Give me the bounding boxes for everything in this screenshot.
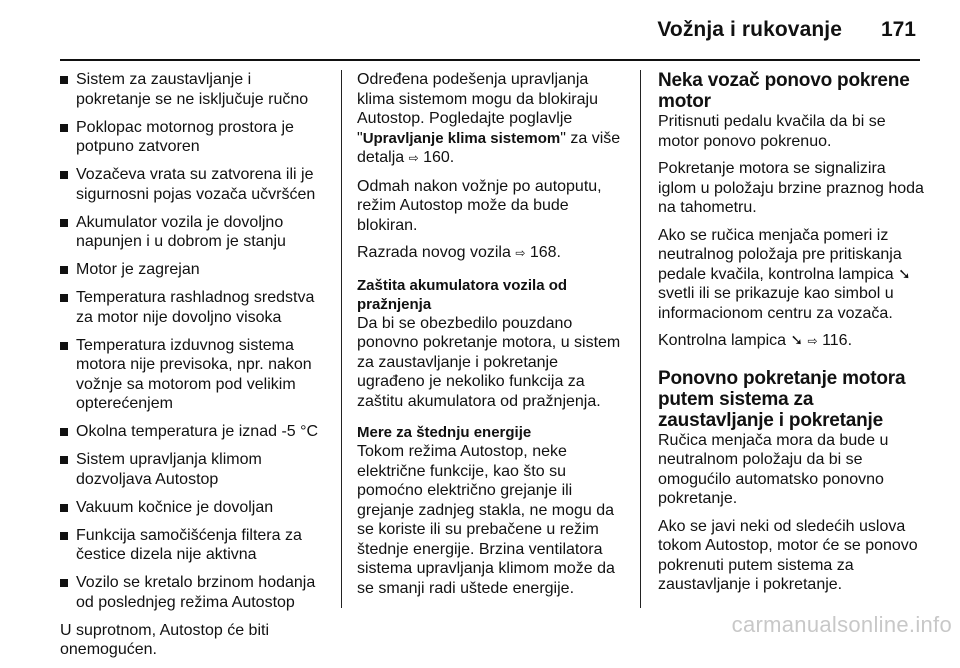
column-right bbox=[658, 70, 926, 603]
text-run: Određena podešenja upravljanja klima sistemom mogu da blokiraju Autostop. Pogledajte poglavlje " bbox=[357, 71, 598, 147]
paragraph bbox=[357, 243, 627, 264]
text-run: Razrada novog vozila bbox=[357, 244, 516, 261]
list-item: Funkcija samočišćenja filtera za čestice dizela nije aktivna bbox=[60, 526, 326, 565]
list-item: Temperatura izduvnog sistema motora nije previsoka, npr. nakon vožnje sa motorom pod velikim opterećenjem bbox=[60, 336, 326, 414]
paragraph: Da bi se obezbedilo pouzdano ponovno pokretanje motora, u sistem za zaustavljanje i pokretanje ugrađeno je nekoliko funkcija za zaštitu akumulatora od pražnjenja. bbox=[357, 314, 621, 410]
list-item: Sistem upravljanja klimom dozvoljava Autostop bbox=[60, 450, 326, 489]
page-reference-arrow-icon: ⇨ bbox=[408, 151, 419, 165]
page-reference-arrow-icon: ⇨ bbox=[807, 334, 818, 348]
column-middle bbox=[357, 70, 627, 606]
column-divider bbox=[640, 70, 641, 608]
page-number: 171 bbox=[880, 18, 916, 41]
page-reference[interactable]: 160. bbox=[423, 149, 455, 166]
paragraph bbox=[658, 226, 926, 324]
chapter-link[interactable]: Upravljanje klima sistemom bbox=[362, 129, 561, 147]
paragraph: Odmah nakon vožnje po autoputu, režim Autostop može da bude blokiran. bbox=[357, 177, 602, 234]
paragraph: Ručica menjača mora da bude u neutralnom položaju da bi se omogućilo automatsko ponovno pokretanje. bbox=[658, 431, 889, 507]
subheading: Mere za štednju energije bbox=[357, 424, 532, 441]
text-run: Kontrolna lampica bbox=[658, 332, 791, 349]
paragraph: Tokom režima Autostop, neke električne funkcije, kao što su pomoćno električno grejanje ili grejanje zadnjeg stakla, ne mogu da se koriste ili su prebačene u režim štednje energije. Brzina ventilatora sistema upravljanja klimom može da se smanji radi uštede energije. bbox=[357, 443, 615, 597]
list-item: Okolna temperatura je iznad -5 °C bbox=[60, 422, 326, 442]
page-header bbox=[0, 0, 960, 60]
page-reference[interactable]: 168. bbox=[529, 244, 561, 261]
column-left bbox=[60, 70, 326, 668]
section-heading: Neka vozač ponovo pokrene motor bbox=[658, 70, 910, 112]
list-item: Akumulator vozila je dovoljno napunjen i u dobrom je stanju bbox=[60, 213, 326, 252]
closing-paragraph: U suprotnom, Autostop će biti onemogućen. bbox=[60, 621, 269, 658]
list-item: Sistem za zaustavljanje i pokretanje se ne isključuje ručno bbox=[60, 70, 326, 109]
page-reference-arrow-icon: ⇨ bbox=[515, 246, 526, 260]
header-rule bbox=[60, 59, 920, 61]
section-heading: Ponovno pokretanje motora putem sistema za zaustavljanje i pokretanje bbox=[658, 367, 906, 431]
conditions-list bbox=[60, 70, 326, 612]
autostop-indicator-lamp-icon: ➘ bbox=[898, 264, 911, 283]
autostop-indicator-lamp-icon: ➘ bbox=[790, 331, 804, 349]
list-item: Vakuum kočnice je dovoljan bbox=[60, 498, 326, 518]
subheading: Zaštita akumulatora vozila od pražnjenja bbox=[357, 276, 568, 313]
page-reference[interactable]: 116. bbox=[822, 332, 853, 349]
paragraph: Ako se javi neki od sledećih uslova tokom Autostop, motor će se ponovo pokrenuti putem sistema za zaustavljanje i pokretanje. bbox=[658, 517, 918, 593]
page-title: Vožnja i rukovanje bbox=[657, 18, 842, 41]
text-run: " za više detalja bbox=[357, 129, 621, 166]
text-run: svetli ili se prikazuje kao simbol u informacionom centru za vozača. bbox=[658, 285, 894, 322]
paragraph: Pritisnuti pedalu kvačila da bi se motor ponovo pokrenuo. bbox=[658, 113, 886, 150]
paragraph bbox=[658, 331, 926, 352]
paragraph: Pokretanje motora se signalizira iglom u položaju brzine praznog hoda na tahometru. bbox=[658, 160, 924, 216]
list-item: Vozilo se kretalo brzinom hodanja od poslednjeg režima Autostop bbox=[60, 573, 326, 612]
text-run: Ako se ručica menjača pomeri iz neutralnog položaja pre pritiskanja pedale kvačila, kontrolna lampica bbox=[658, 226, 902, 283]
watermark: carmanualsonline.info bbox=[731, 612, 952, 637]
list-item: Motor je zagrejan bbox=[60, 260, 326, 280]
list-item: Poklopac motornog prostora je potpuno zatvoren bbox=[60, 118, 326, 157]
list-item: Vozačeva vrata su zatvorena ili je sigurnosni pojas vozača učvršćen bbox=[60, 165, 326, 204]
paragraph bbox=[357, 70, 627, 169]
column-divider bbox=[341, 70, 342, 608]
list-item: Temperatura rashladnog sredstva za motor nije dovoljno visoka bbox=[60, 288, 326, 327]
